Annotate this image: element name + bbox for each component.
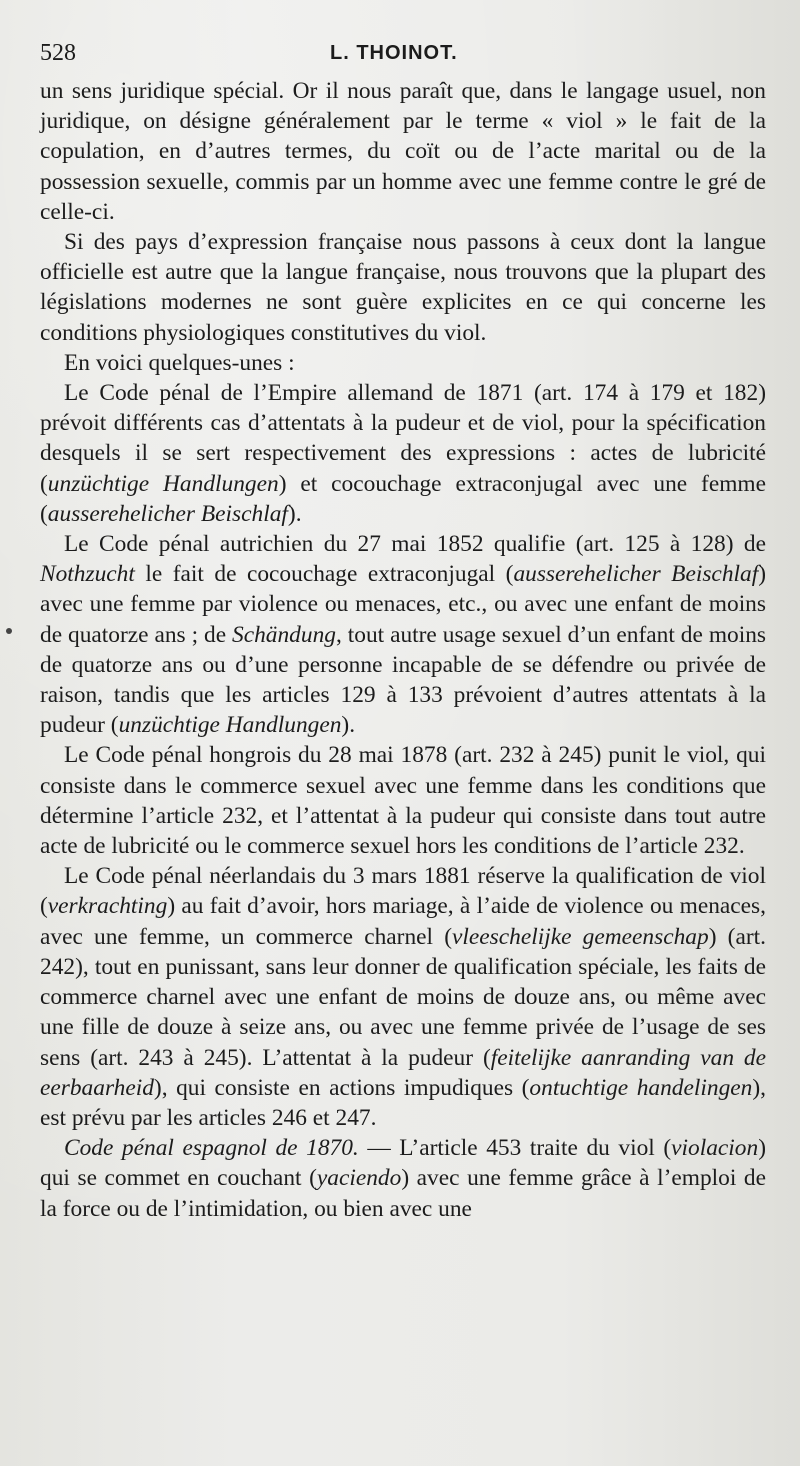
text-run: — L’article 453 traite du viol (	[358, 1135, 672, 1162]
text-run: En voici quelques-unes :	[64, 349, 295, 376]
italic-text: unzüchtige Handlungen	[118, 712, 342, 739]
text-run: Le Code pénal de l’Empire allemand de 1871 (art. 174 à 179 et 182) prévoit différents cas d’attentats à la pudeur et de viol, pour la spécification desquels il se sert respectivement des expressions : actes de lubricité (	[40, 380, 766, 497]
text-run: ) (art. 242), tout en punissant, sans leur donner de qualification spéciale, les faits de commerce charnel avec une enfant de moins de douze ans, ou même avec une fille de douze à seize ans, ou avec une femme privée de l’usage de ses sens (art. 243 à 245). L’attentat à la pudeur (	[40, 923, 766, 1071]
italic-text: Schändung	[232, 621, 336, 648]
paragraph	[40, 348, 766, 378]
italic-text: Nothzucht	[40, 561, 135, 588]
text-run: ) au fait d’avoir, hors mariage, à l’aide de violence ou menaces, avec une femme, un commerce charnel (	[40, 893, 766, 950]
italic-text: verkrachting	[47, 893, 168, 920]
paragraph	[40, 861, 766, 1133]
text-run: un sens juridique spécial. Or il nous paraît que, dans le langage usuel, non juridique, on désigne généralement par le terme « viol » le fait de la copulation, en d’autres termes, du coït ou de l’acte marital ou de la possession sexuelle, commis par un homme avec une femme contre le gré de celle-ci.	[40, 78, 766, 225]
italic-text: violacion	[671, 1135, 759, 1162]
text-run: ) avec une femme par violence ou menaces, etc., ou avec une enfant de moins de quatorze ans ; de	[40, 561, 766, 648]
text-run: ) avec une femme grâce à l’emploi de la force ou de l’intimidation, ou bien avec une	[40, 1165, 766, 1222]
page-number: 528	[40, 40, 76, 66]
paragraph	[40, 378, 766, 529]
text-run: Le Code pénal hongrois du 28 mai 1878 (art. 232 à 245) punit le viol, qui consiste dans le commerce sexuel avec une femme dans les conditions que détermine l’article 232, et l’attentat à la pudeur qui consiste dans tout autre acte de lubricité ou le commerce sexuel hors les conditions de l’article 232.	[40, 742, 766, 860]
italic-text: feitelijke aanranding van de eerbaarheid	[40, 1044, 766, 1101]
italic-text: ausserehelicher Beischlaf	[47, 500, 288, 527]
text-run: ), qui consiste en actions impudiques (	[153, 1074, 530, 1101]
italic-text: ontuchtige handelingen	[529, 1074, 753, 1101]
paragraph	[40, 740, 766, 861]
text-run: ).	[341, 712, 356, 739]
page-header	[40, 30, 766, 70]
italic-text: ausserehelicher Beischlaf	[513, 561, 759, 588]
text-run: Le Code pénal néerlandais du 3 mars 1881 réserve la qualification de viol (	[40, 863, 766, 920]
paragraph	[40, 529, 766, 740]
paragraph	[40, 76, 766, 227]
body-text	[40, 76, 766, 1224]
paragraph	[40, 1133, 766, 1224]
text-run: ) et cocouchage extraconjugal avec une femme (	[40, 470, 766, 527]
text-run: ), est prévu par les articles 246 et 247.	[40, 1074, 766, 1131]
text-run: , tout autre usage sexuel d’un enfant de moins de quatorze ans ou d’une personne incapable de se défendre ou privée de raison, tandis que les articles 129 à 133 prévoient d’autres attentats à la pudeur (	[40, 621, 766, 739]
text-run: le fait de cocouchage extraconjugal (	[134, 561, 514, 588]
italic-text: vleeschelijke gemeenschap	[452, 923, 709, 950]
paragraph	[40, 227, 766, 348]
running-head: L. THOINOT.	[330, 42, 458, 64]
text-run: ).	[287, 500, 302, 527]
margin-mark	[6, 628, 12, 634]
italic-text: yaciendo	[316, 1165, 402, 1192]
text-run: Le Code pénal autrichien du 27 mai 1852 qualifie (art. 125 à 128) de	[64, 531, 766, 558]
text-run: ) qui se commet en couchant (	[40, 1135, 766, 1192]
italic-text: unzüchtige Handlungen	[47, 470, 279, 497]
text-run: Si des pays d’expression française nous passons à ceux dont la langue officielle est autre que la langue française, nous trouvons que la plupart des législations modernes ne sont guère explicites en ce qui concerne les conditions physiologiques constitutives du viol.	[40, 229, 766, 346]
italic-text: Code pénal espagnol de 1870.	[64, 1135, 359, 1162]
